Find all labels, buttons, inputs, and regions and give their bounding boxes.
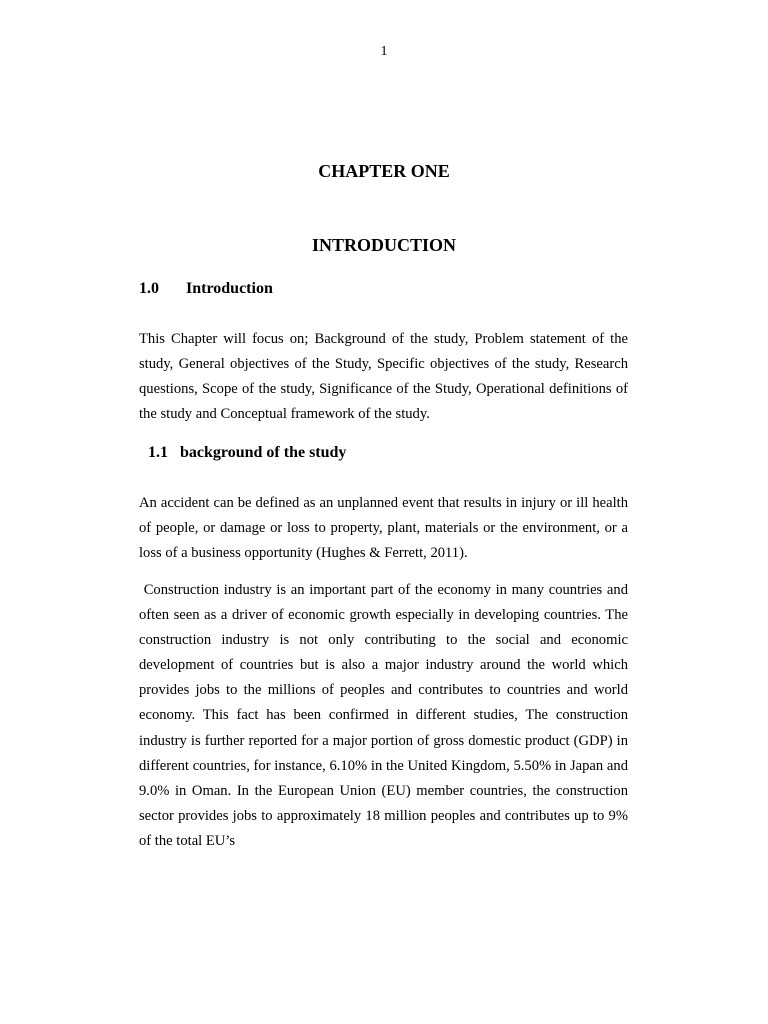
background-paragraph-2: Construction industry is an important part of the economy in many countries and often seen as a driver of economic growth especially in developing countries. The construction industry is not only contributing to the social and economic development of countries but is also a major industry around the world which provides jobs to the millions of peoples and contributes to countries and world economy. This fact has been confirmed in different studies, The construction industry is further reported for a major portion of gross domestic product (GDP) in different countries, for instance, 6.10% in the United Kingdom, 5.50% in Japan and 9.0% in Oman. In the European Union (EU) member countries, the construction sector provides jobs to approximately 18 million peoples and contributes up to 9% of the total EU’s	[139, 582, 632, 849]
intro-paragraph: This Chapter will focus on; Background of the study, Problem statement of the study, General objectives of the Study, Specific objectives of the study, Research questions, Scope of the study, Significance of the Study, Operational definitions of the study and Conceptual framework of the study.	[139, 331, 628, 423]
section-number: 1.0	[139, 280, 159, 297]
chapter-title: CHAPTER ONE	[318, 161, 450, 181]
page-number: 1	[380, 44, 388, 59]
section-heading-1-0	[139, 280, 273, 298]
background-paragraph-1: An accident can be defined as an unplanned event that results in injury or ill health of people, or damage or loss to property, plant, materials or the environment, or a loss of a business opportunity (Hughes & Ferrett, 2011).	[139, 495, 628, 562]
section-title: Introduction	[186, 280, 273, 297]
section-heading-1-1	[148, 444, 346, 462]
section-title: background of the study	[180, 444, 347, 461]
section-number: 1.1	[148, 444, 168, 461]
chapter-subtitle: INTRODUCTION	[311, 235, 457, 255]
